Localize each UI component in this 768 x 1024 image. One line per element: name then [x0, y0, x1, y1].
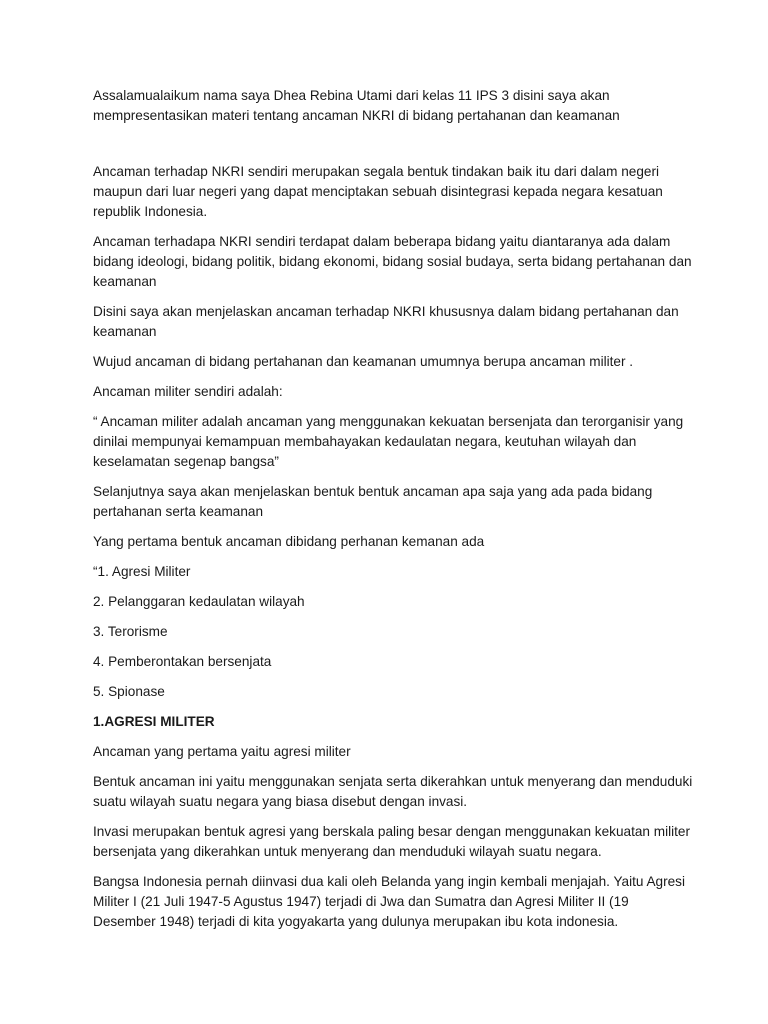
intro-paragraph: Assalamualaikum nama saya Dhea Rebina Utami dari kelas 11 IPS 3 disini saya akan mempresentasikan materi tentang ancaman NKRI di bidang pertahanan dan keamanan [93, 88, 620, 123]
section-paragraph-invasi: Invasi merupakan bentuk agresi yang berskala paling besar dengan menggunakan kekuatan militer bersenjata yang dikerahkan untuk menyerang dan menduduki wilayah suatu negara. [93, 824, 690, 859]
paragraph-list-intro: Yang pertama bentuk ancaman dibidang perhanan kemanan ada [93, 534, 485, 549]
paragraph-wujud-ancaman: Wujud ancaman di bidang pertahanan dan keamanan umumnya berupa ancaman militer . [93, 354, 634, 369]
list-item-pelanggaran-kedaulatan: 2. Pelanggaran kedaulatan wilayah [93, 594, 305, 609]
list-item-spionase: 5. Spionase [93, 684, 165, 699]
section-paragraph-first-threat: Ancaman yang pertama yaitu agresi militer [93, 744, 351, 759]
section-paragraph-bentuk-ancaman: Bentuk ancaman ini yaitu menggunakan senjata serta dikerahkan untuk menyerang dan menduduki suatu wilayah suatu negara yang biasa disebut dengan invasi. [93, 774, 693, 809]
paragraph-focus: Disini saya akan menjelaskan ancaman terhadap NKRI khususnya dalam bidang pertahanan dan keamanan [93, 304, 679, 339]
paragraph-militer-quote: “ Ancaman militer adalah ancaman yang menggunakan kekuatan bersenjata dan terorganisir yang dinilai mempunyai kemampuan membahayakan kedaulatan negara, keutuhan wilayah dan keselamatan segenap bangsa” [93, 414, 684, 469]
list-item-agresi-militer: “1. Agresi Militer [93, 564, 191, 579]
list-item-terorisme: 3. Terorisme [93, 624, 168, 639]
paragraph-militer-intro: Ancaman militer sendiri adalah: [93, 384, 283, 399]
paragraph-next: Selanjutnya saya akan menjelaskan bentuk bentuk ancaman apa saja yang ada pada bidang pertahanan serta keamanan [93, 484, 653, 519]
section-heading-agresi-militer: 1.AGRESI MILITER [93, 714, 215, 729]
paragraph-ancaman-fields: Ancaman terhadapa NKRI sendiri terdapat dalam beberapa bidang yaitu diantaranya ada dalam bidang ideologi, bidang politik, bidang ekonomi, bidang sosial budaya, serta bidang pertahanan dan keamanan [93, 234, 692, 289]
section-paragraph-history: Bangsa Indonesia pernah diinvasi dua kali oleh Belanda yang ingin kembali menjajah. Yaitu Agresi Militer I (21 Juli 1947-5 Agustus 1947) terjadi di Jwa dan Sumatra dan Agresi Militer II (19 Desember 1948) terjadi di kita yogyakarta yang dulunya merupakan ibu kota indonesia. [93, 874, 685, 929]
list-item-pemberontakan: 4. Pemberontakan bersenjata [93, 654, 272, 669]
document-page [93, 86, 693, 942]
paragraph-ancaman-definition: Ancaman terhadap NKRI sendiri merupakan segala bentuk tindakan baik itu dari dalam negeri maupun dari luar negeri yang dapat menciptakan sebuah disintegrasi kepada negara kesatuan republik Indonesia. [93, 164, 663, 219]
